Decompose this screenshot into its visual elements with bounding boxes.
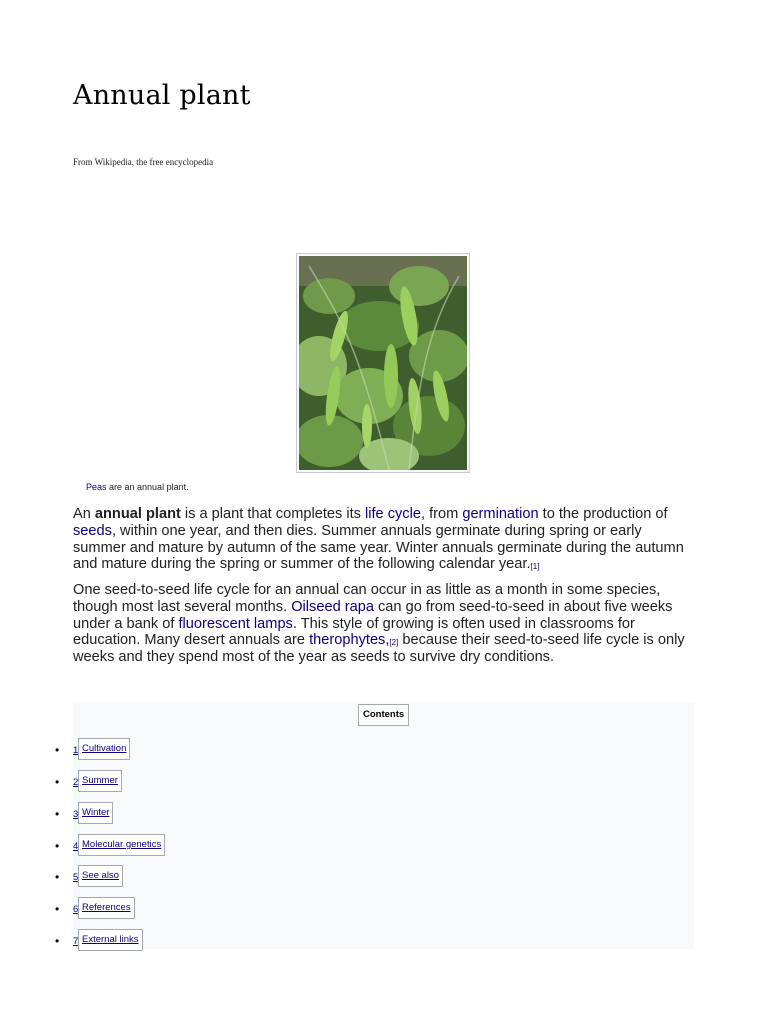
toc-link[interactable] bbox=[78, 738, 130, 760]
intro-paragraph bbox=[73, 506, 694, 573]
oilseed-rapa-link[interactable]: Oilseed rapa bbox=[291, 598, 374, 615]
text-run: to the production of bbox=[538, 506, 668, 522]
toc-link[interactable] bbox=[78, 802, 113, 824]
toc-label[interactable]: Cultivation bbox=[82, 743, 127, 754]
image-caption bbox=[86, 482, 189, 492]
toc-label[interactable]: References bbox=[82, 902, 131, 913]
toc-link[interactable] bbox=[78, 834, 165, 856]
toc-link[interactable] bbox=[78, 770, 122, 792]
toc-number[interactable]: 2 bbox=[73, 777, 79, 788]
text-run: , within one year, and then dies. Summer annuals germinate during spring or early summer and mature by autumn of the same year. Winter annuals germinate during the autumn and mature during the spring or summer of the following calendar year. bbox=[73, 522, 684, 573]
citation-2-link[interactable]: [2] bbox=[389, 638, 399, 648]
table-of-contents bbox=[55, 703, 694, 949]
seeds-link[interactable]: seeds bbox=[73, 522, 112, 539]
text-run: because their seed-to-seed life cycle is only weeks and they spend most of the year as seeds to survive dry conditions. bbox=[73, 632, 685, 666]
toc-link[interactable] bbox=[78, 929, 143, 951]
therophytes-link[interactable]: therophytes bbox=[309, 632, 386, 649]
toc-number[interactable]: 6 bbox=[73, 904, 79, 915]
fluorescent-lamps-link[interactable]: fluorescent lamps bbox=[178, 615, 293, 632]
germination-link[interactable]: germination bbox=[462, 506, 539, 522]
text-run: can go from seed-to-seed in about five weeks under a bank of bbox=[73, 598, 673, 632]
toc-number[interactable]: 7 bbox=[73, 936, 79, 947]
citation-1[interactable] bbox=[531, 562, 540, 571]
text-run: , from bbox=[420, 506, 463, 522]
toc-label[interactable]: See also bbox=[82, 870, 119, 881]
toc-number[interactable]: 1 bbox=[73, 745, 79, 756]
text-run: One seed-to-seed life cycle for an annual can occur in as little as a month in some species, though most last several months. bbox=[73, 582, 661, 615]
bullet-icon: • bbox=[55, 870, 60, 884]
bold-term: annual plant bbox=[94, 506, 181, 522]
toc-link[interactable] bbox=[78, 897, 135, 919]
toc-label[interactable]: Molecular genetics bbox=[82, 839, 162, 850]
toc-link[interactable] bbox=[78, 865, 123, 887]
toc-number[interactable]: 4 bbox=[73, 841, 79, 852]
life-cycle-link[interactable]: life cycle bbox=[365, 506, 421, 522]
bullet-icon: • bbox=[55, 902, 60, 916]
bullet-icon: • bbox=[55, 934, 60, 948]
bullet-icon: • bbox=[55, 775, 60, 789]
toc-number[interactable]: 5 bbox=[73, 872, 79, 883]
citation-1-link[interactable]: [1] bbox=[530, 562, 540, 572]
bullet-icon: • bbox=[55, 743, 60, 757]
second-paragraph bbox=[73, 582, 694, 666]
bullet-icon: • bbox=[55, 839, 60, 853]
caption-text: are an annual plant. bbox=[106, 482, 189, 492]
toc-number[interactable]: 3 bbox=[73, 809, 79, 820]
page-title: Annual plant bbox=[73, 80, 251, 111]
toc-label[interactable]: External links bbox=[82, 934, 139, 945]
text-run: , bbox=[385, 632, 390, 649]
peas-link[interactable]: Peas bbox=[86, 482, 107, 492]
text-run: . This style of growing is often used in classrooms for education. Many desert annuals are bbox=[73, 615, 635, 649]
site-tagline: From Wikipedia, the free encyclopedia bbox=[73, 157, 214, 167]
toc-label[interactable]: Summer bbox=[82, 775, 118, 786]
citation-2[interactable] bbox=[389, 638, 398, 647]
toc-label[interactable]: Winter bbox=[82, 807, 110, 818]
text-run: An bbox=[73, 506, 95, 522]
pea-plant-image[interactable] bbox=[296, 253, 470, 473]
text-run: is a plant that completes its bbox=[180, 506, 365, 522]
bullet-icon: • bbox=[55, 807, 60, 821]
pea-plant-photo-icon bbox=[299, 256, 467, 470]
toc-title: Contents bbox=[358, 704, 409, 726]
